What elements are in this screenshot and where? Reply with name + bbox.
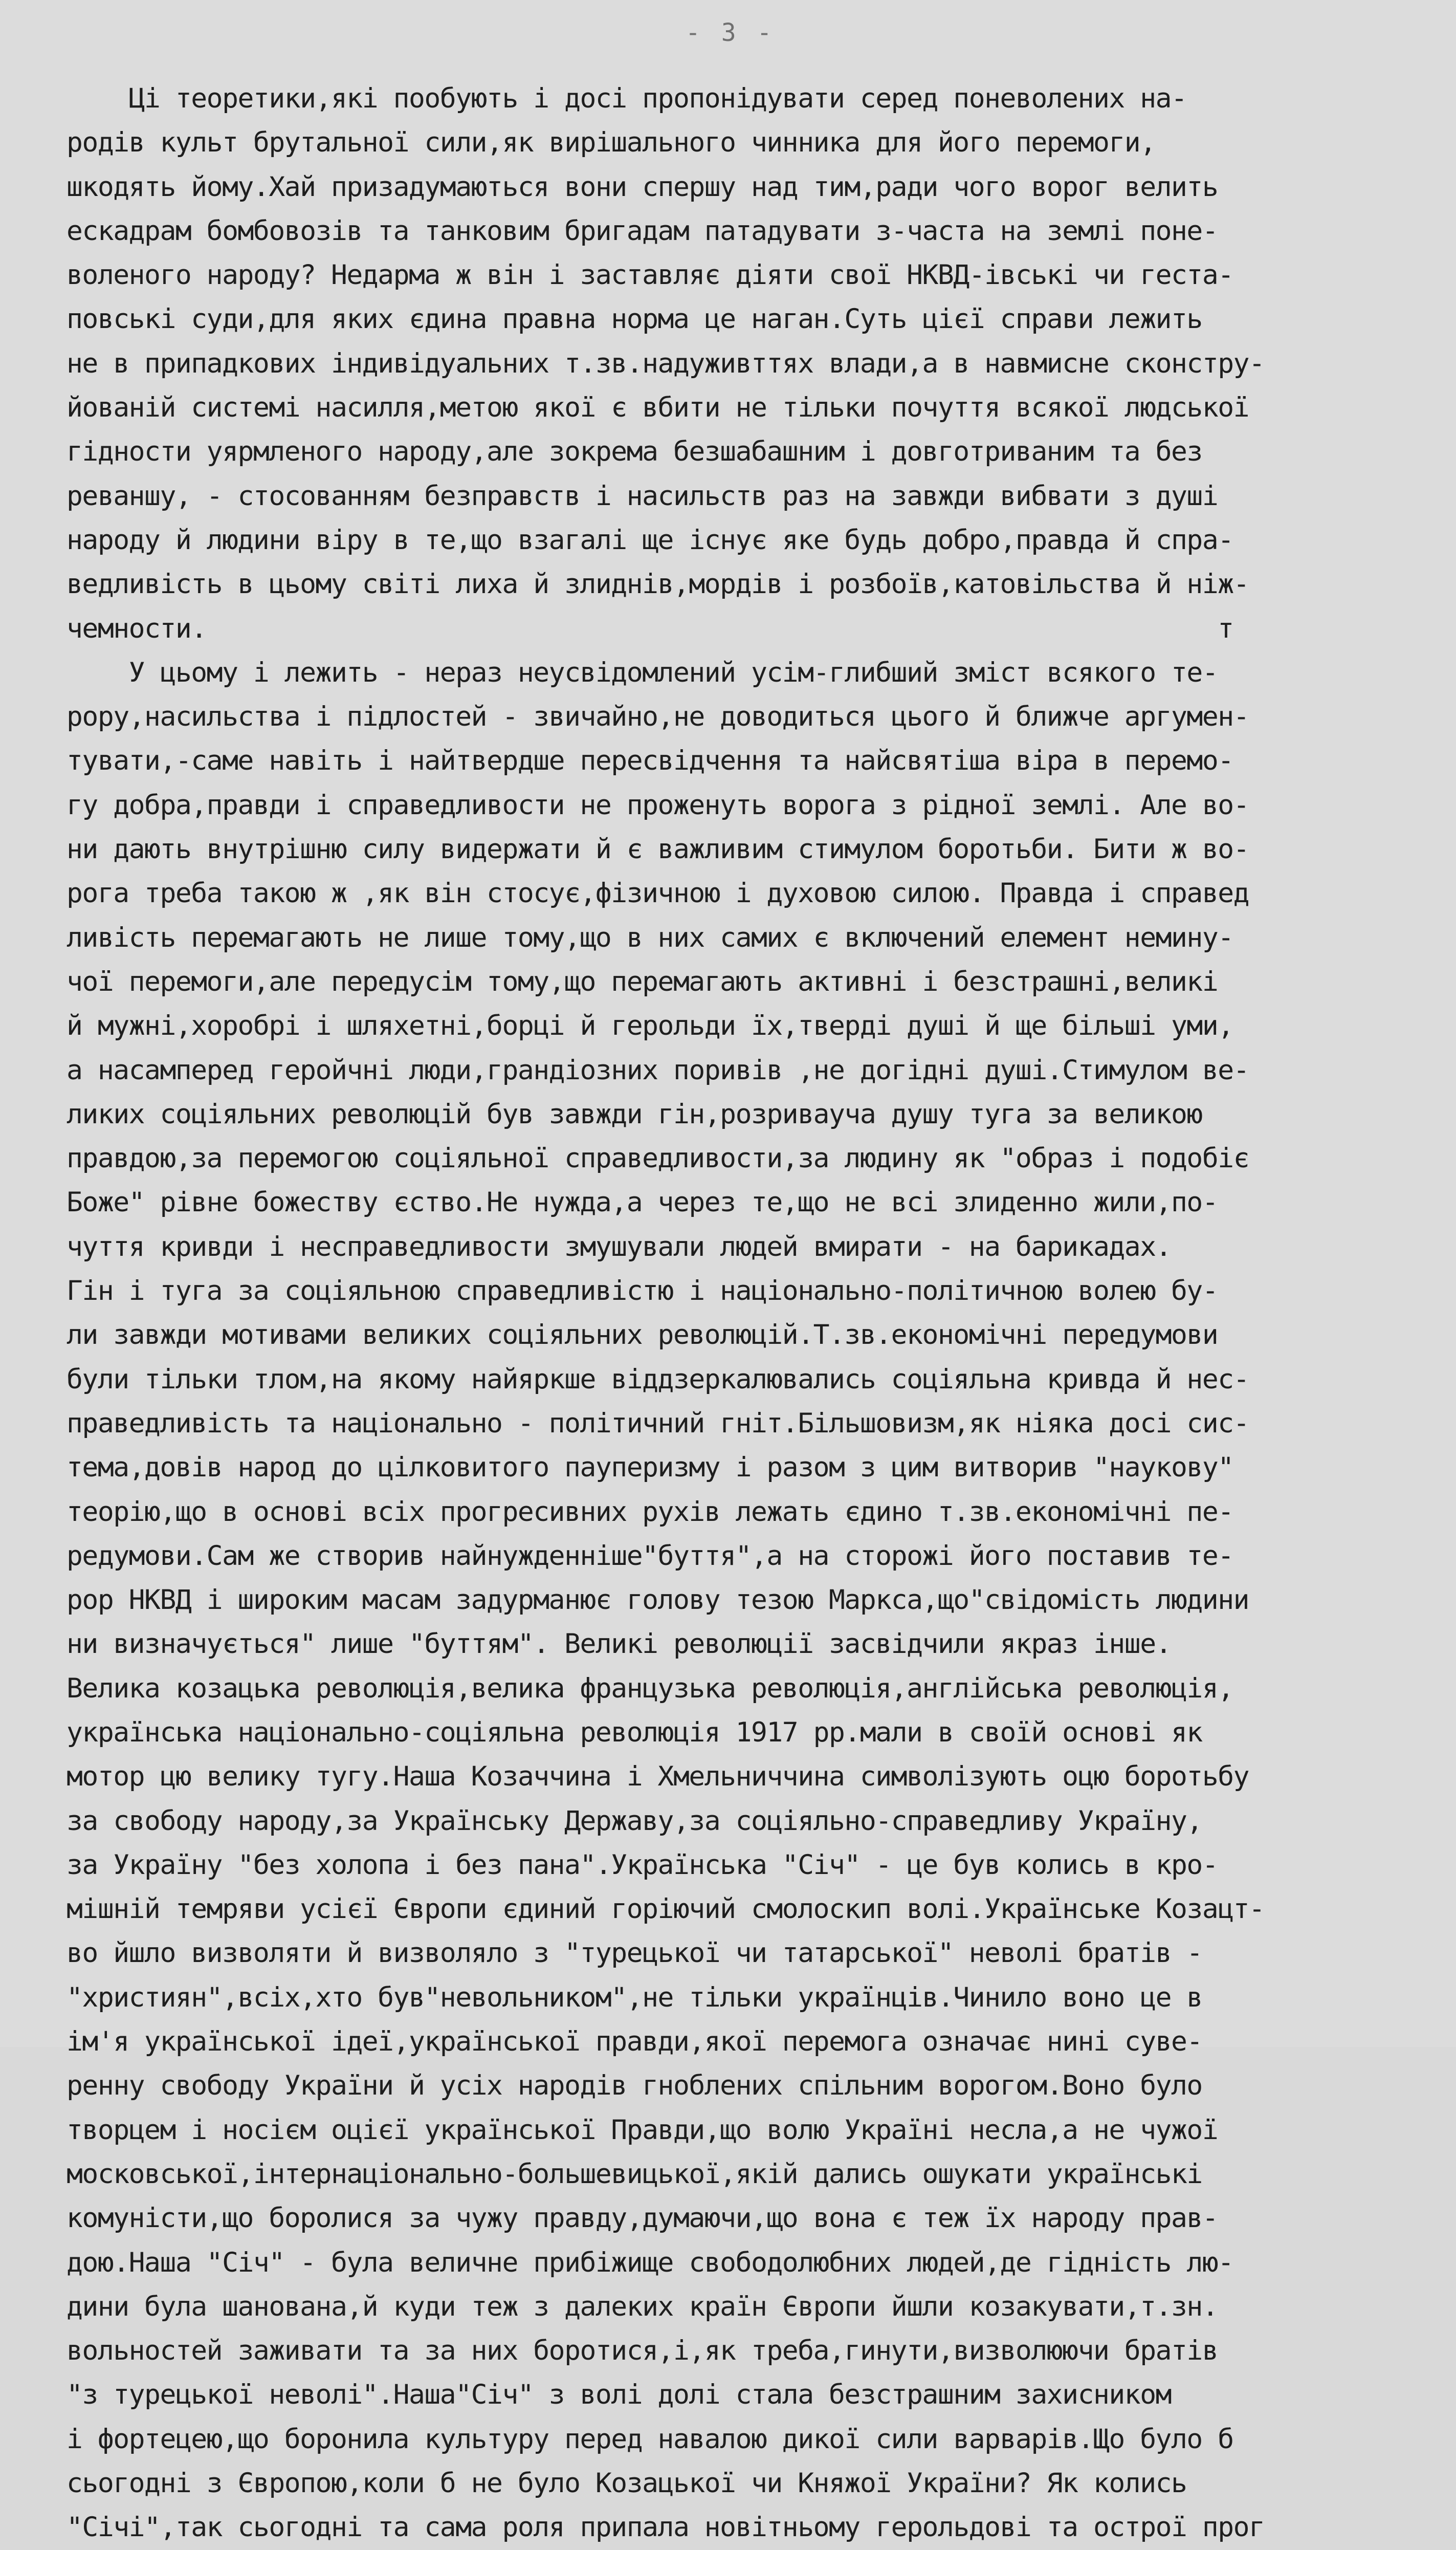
text-line: були тільки тлом,на якому найяркше віддзеркалювались соціяльна кривда й нес- (67, 1363, 1249, 1395)
text-line: "християн",всіх,хто був"невольником",не тільки українців.Чинило воно це в (67, 1981, 1202, 2013)
text-line: ренну свободу України й усіх народів гноблених спільним ворогом.Воно було (67, 2070, 1202, 2102)
text-line: Велика козацька революція,велика французька революція,англійська революція, (67, 1672, 1233, 1704)
text-line: шкодять йому.Хай призадумаються вони спершу над тим,ради чого ворог велить (67, 171, 1218, 203)
text-line: рога треба такою ж ,як він стосує,фізичною і духовою силою. Правда і справед (67, 878, 1249, 909)
text-line: за Україну "без холопа і без пана".Українська "Січ" - це був колись в кро- (67, 1849, 1218, 1881)
text-line: ім'я української ідеї,української правди,якої перемога означає нині суве- (67, 2026, 1202, 2058)
text-line: Боже" рівне божеству єство.Не нужда,а через те,що не всі злиденно жили,по- (67, 1187, 1218, 1218)
text-line: й мужні,хоробрі і шляхетні,борці й герольди їх,тверді душі й ще більші уми, (67, 1010, 1233, 1042)
text-line: ни дають внутрішню силу видержати й є важливим стимулом боротьби. Бити ж во- (67, 834, 1249, 865)
text-line: народу й людини віру в те,що взагалі ще існує яке будь добро,правда й спра- (67, 524, 1233, 556)
text-line: во йшло визволяти й визволяло з "турецької чи татарської" неволі братів - (67, 1937, 1202, 1969)
text-line: дини була шанована,й куди теж з далеких країн Європи йшли козакувати,т.зн. (67, 2291, 1218, 2322)
text-line: повські суди,для яких єдина правна норма це наган.Суть цієї справи лежить (67, 303, 1202, 335)
text-line: чої перемоги,але передусім тому,що перемагають активні і безстрашні,великі (67, 966, 1218, 997)
text-line: рор НКВД і широким масам задурманює голову тезою Маркса,що"свідомість людини (67, 1584, 1249, 1616)
text-line: ни визначується" лише "буттям". Великі революції засвідчили якраз інше. (67, 1628, 1172, 1660)
text-line: а насамперед геройчні люди,грандіозних поривів ,не догідні душі.Стимулом ве- (67, 1054, 1249, 1086)
text-line: редумови.Сам же створив найнужденніше"буття",а на сторожі його поставив те- (67, 1540, 1233, 1572)
text-line: і фортецею,що боронила культуру перед навалою дикої сили варварів.Що було б (67, 2423, 1233, 2455)
text-line: комуністи,що боролися за чужу правду,думаючи,що вона є теж їх народу прав- (67, 2203, 1218, 2234)
text-line: У цьому і лежить - нераз неусвідомлений усім-глибший зміст всякого те- (67, 657, 1218, 688)
text-line: "Січі",так сьогодні та сама роля припала новітньому герольдові та острої прог (67, 2512, 1265, 2543)
text-line: рору,насильства і підлостей - звичайно,не доводиться цього й ближче аргумен- (67, 701, 1249, 733)
text-line: сьогодні з Європою,коли б не було Козацької чи Княжої України? Як колись (67, 2468, 1187, 2499)
text-line: мотор цю велику тугу.Наша Козаччина і Хмельниччина символізують оцю боротьбу (67, 1761, 1249, 1793)
text-line: "з турецької неволі".Наша"Січ" з волі долі стала безстрашним захисником (67, 2379, 1172, 2411)
text-line: теорію,що в основі всіх прогресивних рухів лежать єдино т.зв.економічні пе- (67, 1496, 1233, 1528)
page-number: - 3 - (686, 18, 775, 47)
text-line: творцем і носієм оцієї української Правди,що волю Україні несла,а не чужої (67, 2114, 1218, 2146)
text-line: московської,інтернаціонально-большевицької,якій дались ошукати українські (67, 2158, 1202, 2190)
text-line: вольностей заживати та за них боротися,і,як треба,гинути,визволюючи братів (67, 2335, 1218, 2367)
text-line: ведливість в цьому світі лиха й злиднів,мордів і розбоїв,катовільства й ніж- (67, 569, 1249, 600)
text-line: чемности. т (67, 613, 1233, 644)
text-line: за свободу народу,за Українську Державу,за соціяльно-справедливу Україну, (67, 1805, 1202, 1837)
text-line: Ці теоретики,які пообують і досі пропонідувати серед поневолених на- (67, 83, 1187, 114)
text-line: ликих соціяльних революцій був завжди гін,розривауча душу туга за великою (67, 1098, 1202, 1130)
text-line: воленого народу? Недарма ж він і заставляє діяти свої НКВД-івські чи геста- (67, 259, 1233, 291)
text-line: гу добра,правди і справедливости не проженуть ворога з рідної землі. Але во- (67, 789, 1249, 821)
text-line: мішній темряви усієї Європи єдиний горіючий смолоскип волі.Українське Козацт- (67, 1893, 1265, 1925)
text-line: не в припадкових індивідуальних т.зв.надуживттях влади,а в навмисне сконстру- (67, 347, 1265, 379)
text-line: ливість перемагають не лише тому,що в них самих є включений елемент немину- (67, 922, 1233, 953)
text-line: родів культ брутальної сили,як вирішального чинника для його перемоги, (67, 127, 1156, 159)
text-line: тема,довів народ до цілковитого пауперизму і разом з цим витворив "наукову" (67, 1452, 1233, 1484)
text-line: правдою,за перемогою соціяльної справедливости,за людину як "образ і подобіє (67, 1143, 1249, 1174)
text-line: тувати,-саме навіть і найтвердше пересвідчення та найсвятіша віра в перемо- (67, 745, 1233, 777)
text-line: гідности уярмленого народу,але зокрема безшабашним і довготриваним та без (67, 436, 1202, 468)
text-line: йованій системі насилля,метою якої є вбити не тільки почуття всякої людської (67, 392, 1249, 424)
text-line: реваншу, - стосованням безправств і насильств раз на завжди вибвати з душі (67, 480, 1218, 512)
text-line: ли завжди мотивами великих соціяльних революцій.Т.зв.економічні передумови (67, 1319, 1218, 1351)
text-line: чуття кривди і несправедливости змушували людей вмирати - на барикадах. (67, 1231, 1172, 1262)
text-line: Гін і туга за соціяльною справедливістю і національно-політичною волею бу- (67, 1275, 1218, 1307)
text-line: дою.Наша "Січ" - була величне прибіжище свободолюбних людей,де гідність лю- (67, 2247, 1233, 2278)
document-body (67, 77, 1407, 2550)
text-line: українська національно-соціяльна революція 1917 рр.мали в своїй основі як (67, 1716, 1202, 1748)
text-line: ескадрам бомбовозів та танковим бригадам патадувати з-часта на землі поне- (67, 215, 1218, 247)
text-line: праведливість та національно - політичний гніт.Більшовизм,як ніяка досі сис- (67, 1407, 1249, 1439)
